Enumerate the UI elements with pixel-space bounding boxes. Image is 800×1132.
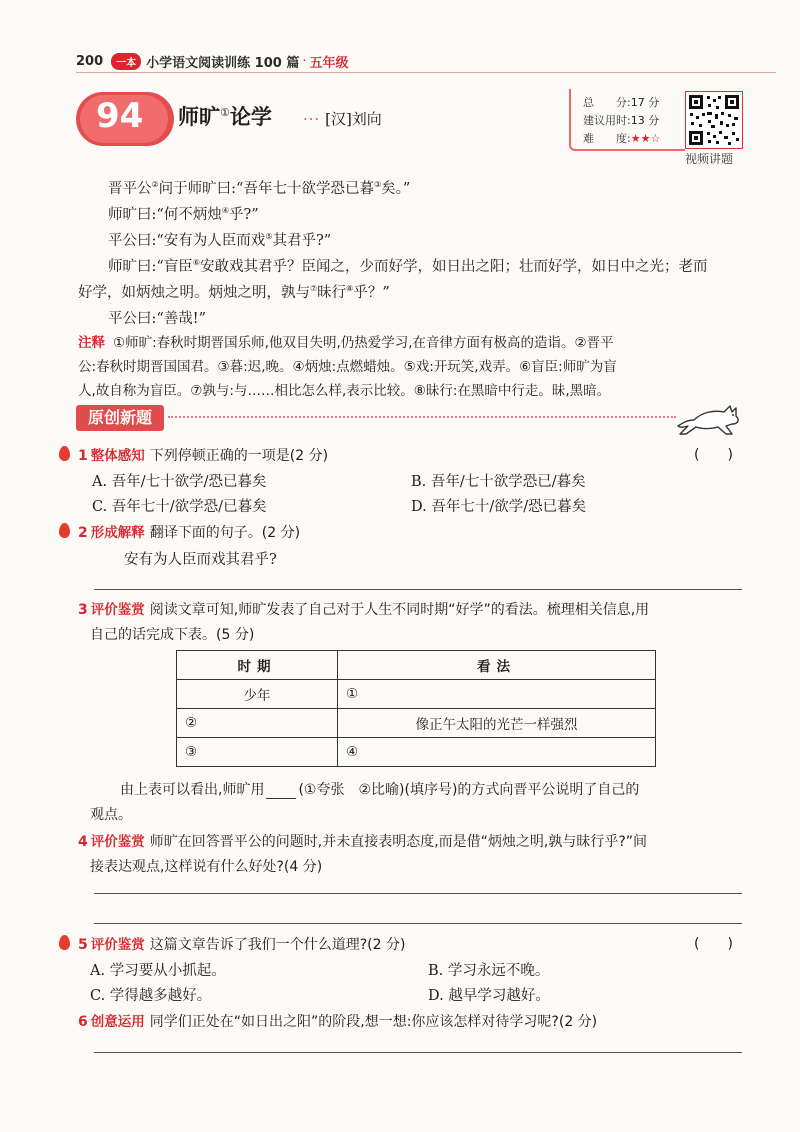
- question-4-stem: 4 评价鉴赏 师旷在回答晋平公的问题时,并未直接表明态度,而是借“炳烛之明,孰与昧行乎?”间: [78, 834, 648, 850]
- passage-line: 师旷曰:“何不炳烛④乎?”: [108, 206, 259, 223]
- question-6-stem: 6 创意运用 同学们正处在“如日出之阳”的阶段,想一想:你应该怎样对待学习呢?(2 分): [78, 1014, 598, 1030]
- notes-line: 公:春秋时期晋国国君。③暮:迟,晚。④炳烛:点燃蜡烛。⑤戏:开玩笑,戏弄。⑥盲臣:师旷为盲: [78, 359, 617, 375]
- option-b[interactable]: B. 学习永远不晚。: [428, 963, 550, 979]
- passage-line: 平公曰:“安有为人臣而戏⑤其君乎?”: [108, 232, 332, 249]
- answer-line[interactable]: [94, 1052, 742, 1053]
- difficulty-flame-icon: [59, 523, 70, 538]
- difficulty: 难 度:★★☆: [583, 132, 661, 145]
- brand-logo: 一本: [111, 53, 141, 70]
- question-2-stem: 2 形成解释 翻译下面的句子。(2 分): [78, 525, 301, 541]
- page-number: 200: [76, 54, 104, 69]
- answer-paren[interactable]: ( ): [694, 936, 733, 952]
- question-4-stem-cont: 接表达观点,这样说有什么好处?(4 分): [90, 859, 323, 875]
- option-a[interactable]: A. 学习要从小抓起。: [90, 963, 226, 979]
- passage-line: 师旷曰:“盲臣⑥安敢戏其君乎？臣闻之，少而好学，如日出之阳；壮而好学，如日中之光；老而: [108, 258, 708, 275]
- passage-line: 平公曰:“善哉!”: [108, 311, 207, 327]
- header-rule: [76, 72, 776, 73]
- table-cell: 少年: [177, 680, 338, 709]
- answer-line[interactable]: [94, 589, 742, 590]
- header-separator: ·: [302, 54, 307, 69]
- answer-line[interactable]: [94, 893, 742, 894]
- question-3-stem: 3 评价鉴赏 阅读文章可知,师旷发表了自己对于人生不同时期“好学”的看法。梳理相关信息,用: [78, 602, 650, 618]
- translate-sentence: 安有为人臣而戏其君乎?: [124, 552, 277, 568]
- video-lecture-label[interactable]: 视频讲题: [685, 152, 734, 166]
- table-cell-blank[interactable]: ③: [177, 738, 338, 767]
- table-cell-blank[interactable]: ②: [177, 709, 338, 738]
- learning-periods-table: [176, 650, 656, 767]
- question-5-stem: 5 评价鉴赏 这篇文章告诉了我们一个什么道理?(2 分): [78, 937, 406, 953]
- option-c[interactable]: C. 学得越多越好。: [90, 988, 212, 1004]
- grade-label: 五年级: [309, 56, 349, 71]
- option-d[interactable]: D. 吾年七十/欲学/恐已暮矣: [411, 499, 587, 515]
- table-cell-blank[interactable]: ①: [338, 680, 656, 709]
- table-cell: 像正午太阳的光芒一样强烈: [338, 709, 656, 738]
- option-b[interactable]: B. 吾年/七十欲学恐已/暮矣: [411, 474, 586, 490]
- option-a[interactable]: A. 吾年/七十欲学/恐已暮矣: [92, 474, 267, 490]
- table-header-period: 时期: [177, 651, 338, 680]
- author: ··· [汉]刘向: [303, 110, 382, 128]
- section-banner: 原创新题: [76, 405, 164, 431]
- question-3-follow: 由上表可以看出,师旷用 (①夸张 ②比喻)(填序号)的方式向晋平公说明了自己的: [120, 782, 640, 798]
- question-3-follow-cont: 观点。: [90, 807, 132, 823]
- section-dotted-line: [168, 416, 676, 418]
- cat-illustration-icon: [674, 396, 746, 438]
- difficulty-flame-icon: [59, 935, 70, 950]
- answer-paren[interactable]: ( ): [694, 447, 733, 463]
- lesson-title: 师旷①论学: [178, 105, 272, 129]
- suggested-time: 建议用时:13 分: [583, 114, 660, 127]
- passage-line: 晋平公②问于师旷曰:“吾年七十欲学恐已暮③矣。”: [108, 180, 411, 197]
- question-3-stem-cont: 自己的话完成下表。(5 分): [90, 627, 255, 643]
- passage-line: 好学，如炳烛之明。炳烛之明，孰与⑦昧行⑧乎？”: [78, 284, 390, 301]
- option-c[interactable]: C. 吾年七十/欲学恐/已暮矣: [92, 499, 267, 515]
- notes-line: 人,故自称为盲臣。⑦孰与:与……相比怎么样,表示比较。⑧昧行:在黑暗中行走。昧,黑暗。: [78, 383, 611, 399]
- total-score: 总 分:17 分: [583, 96, 660, 109]
- table-header-view: 看法: [338, 651, 656, 680]
- question-1-stem: 1 整体感知 下列停顿正确的一项是(2 分): [78, 448, 329, 464]
- qr-code-icon[interactable]: [685, 91, 743, 149]
- difficulty-flame-icon: [59, 446, 70, 461]
- notes-label: 注释: [78, 335, 105, 351]
- notes-line: 注释 ①师旷:春秋时期晋国乐师,他双目失明,仍热爱学习,在音律方面有极高的造诣。②晋平: [78, 335, 614, 351]
- series-title: 小学语文阅读训练 100 篇: [146, 56, 300, 71]
- fill-blank[interactable]: [266, 784, 296, 799]
- answer-line[interactable]: [94, 923, 742, 924]
- table-cell-blank[interactable]: ④: [338, 738, 656, 767]
- option-d[interactable]: D. 越早学习越好。: [428, 988, 550, 1004]
- lesson-number: 94: [96, 96, 144, 136]
- running-header: [76, 52, 349, 71]
- difficulty-stars: ★★☆: [630, 132, 661, 145]
